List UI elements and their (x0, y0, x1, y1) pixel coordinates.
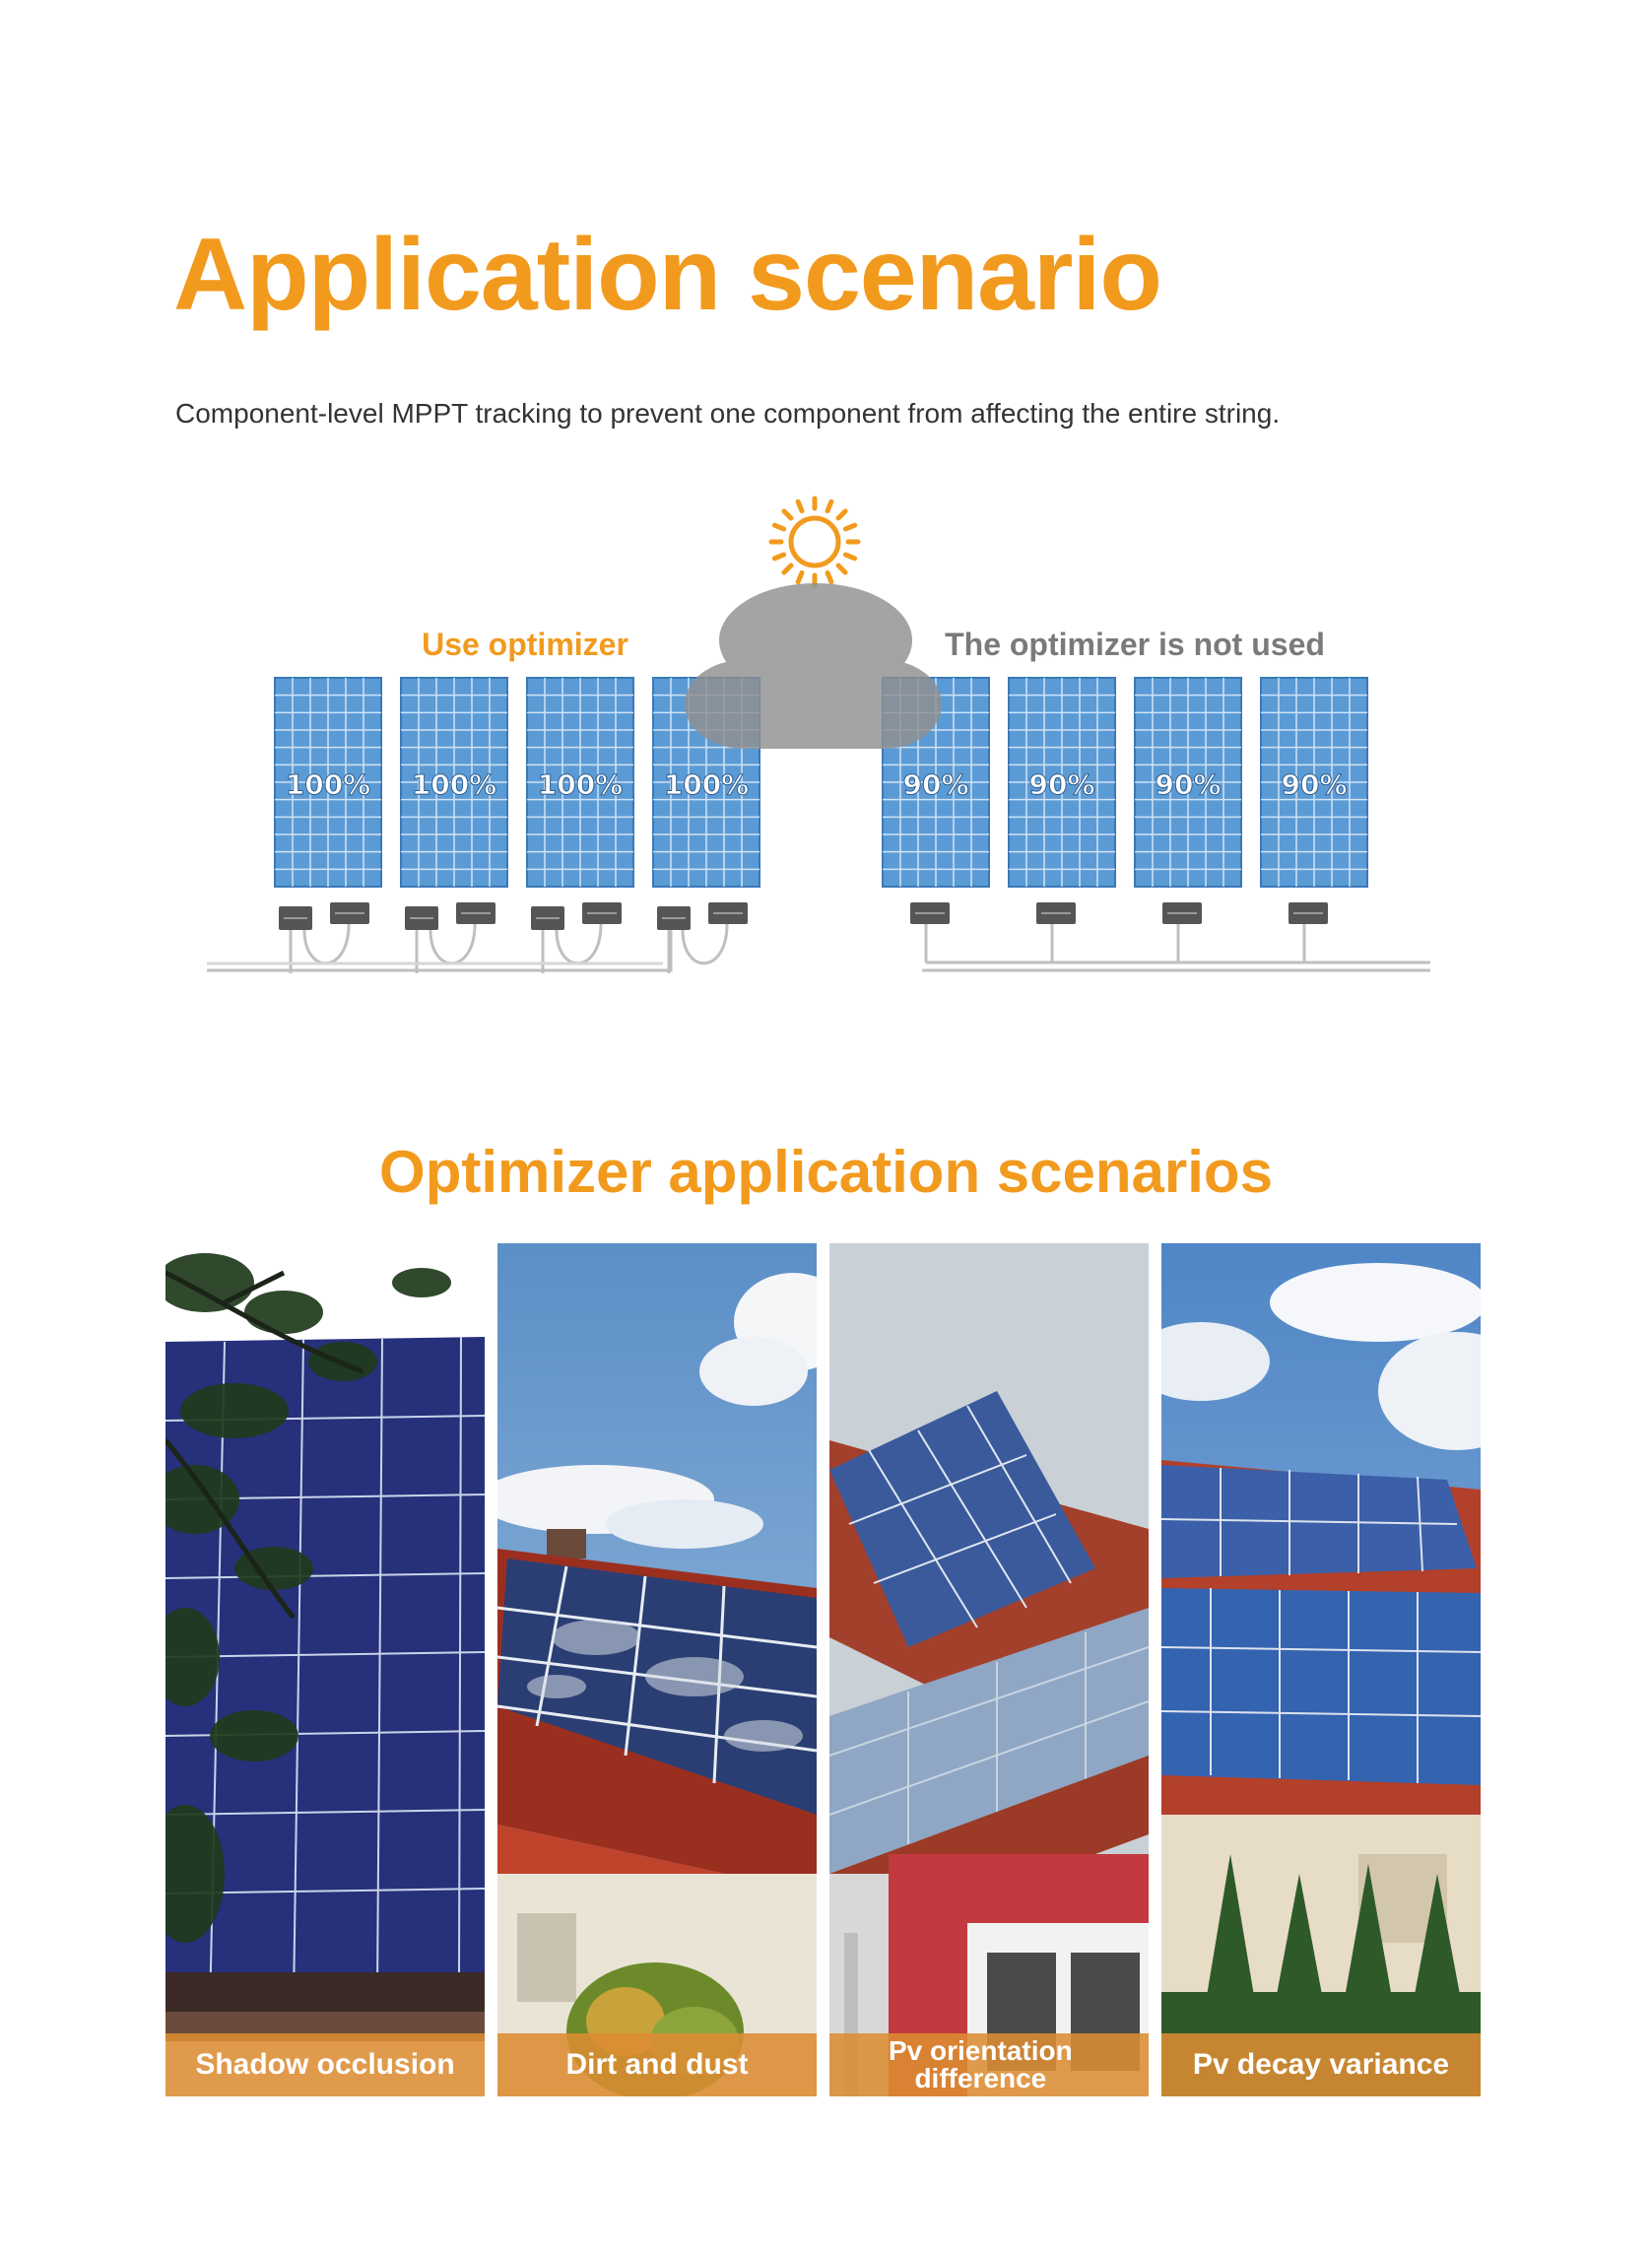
caption-pv-orientation: Pv orientation difference (829, 2033, 1149, 2096)
panel-output-label: 100% (411, 768, 497, 801)
cloud-icon (685, 583, 942, 749)
panel-output-label: 90% (1155, 768, 1222, 801)
solar-panel-icon (275, 678, 381, 887)
photo-shadow-occlusion (165, 1243, 485, 2096)
scenarios-title: Optimizer application scenarios (379, 1139, 1273, 1205)
solar-panel-icon (1009, 678, 1115, 887)
panel-output-label: 90% (1028, 768, 1095, 801)
sun-icon (771, 498, 858, 585)
solar-panel-icon (1135, 678, 1241, 887)
right-label: The optimizer is not used (945, 627, 1325, 662)
page-subtitle: Component-level MPPT tracking to prevent one component from affecting the entire string. (175, 398, 1281, 429)
panel-output-label: 100% (285, 768, 371, 801)
panel-output-label: 100% (663, 768, 750, 801)
panel-output-label: 90% (902, 768, 969, 801)
caption-shadow-occlusion: Shadow occlusion (165, 2033, 485, 2096)
caption-pv-decay: Pv decay variance (1161, 2033, 1481, 2096)
left-label: Use optimizer (422, 627, 628, 662)
panel-output-label: 100% (537, 768, 624, 801)
page-title: Application scenario (173, 218, 1161, 332)
caption-dirt-and-dust: Dirt and dust (497, 2033, 817, 2096)
solar-panel-icon (401, 678, 507, 887)
solar-panel-icon (527, 678, 633, 887)
solar-panel-icon (1261, 678, 1367, 887)
photo-pv-orientation (829, 1243, 1149, 2096)
optimizer-diagram (0, 473, 1652, 1005)
panel-output-label: 90% (1281, 768, 1348, 801)
photo-dirt-and-dust (497, 1243, 817, 2096)
photo-pv-decay (1161, 1243, 1481, 2096)
scenario-photos (165, 1243, 1480, 2096)
